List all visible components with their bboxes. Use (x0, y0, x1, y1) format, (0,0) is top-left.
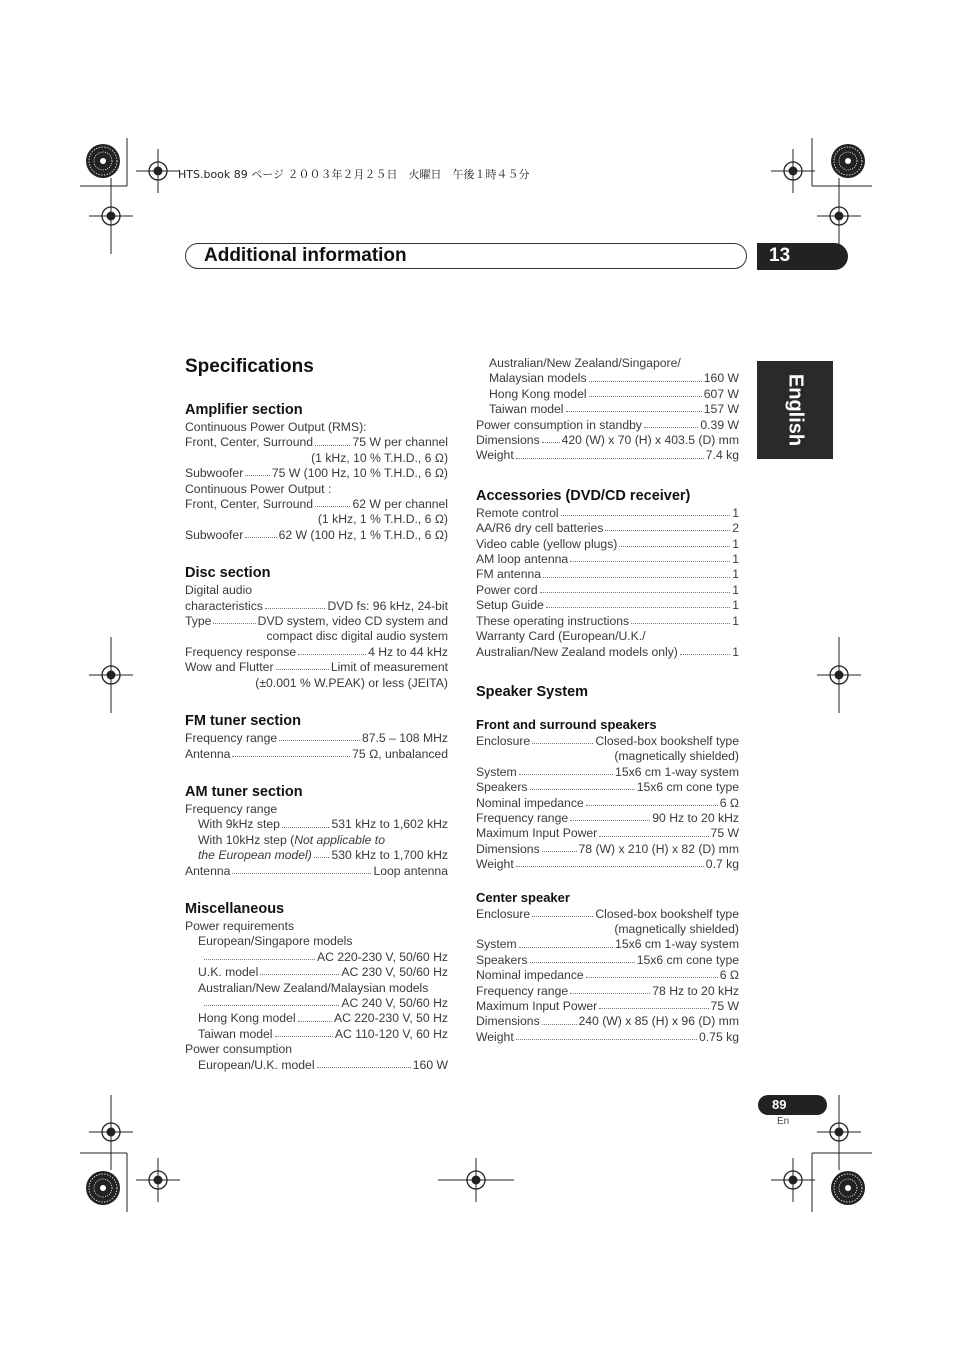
page-number-badge (758, 1095, 827, 1115)
spec-line: Continuous Power Output : (185, 481, 332, 496)
header-title: Additional information (204, 245, 407, 266)
spec-row: Maximum Input Power 75 W (476, 999, 739, 1013)
accessory-row: Australian/New Zealand models only) 1 (476, 644, 739, 659)
section-title-am: AM tuner section (185, 783, 303, 800)
spec-row: Nominal impedance 6 Ω (476, 795, 739, 810)
spec-row: Hong Kong model 607 W (489, 386, 739, 401)
header-bar (185, 243, 747, 269)
spec-row: U.K. model AC 230 V, 50/60 Hz (198, 965, 448, 980)
spec-row: Frequency range 87.5 – 108 MHz (185, 731, 448, 746)
spec-row: With 9kHz step 531 kHz to 1,602 kHz (198, 817, 448, 832)
accessory-row: AA/R6 dry cell batteries 2 (476, 521, 739, 536)
section-title-misc: Miscellaneous (185, 900, 285, 917)
accessory-row: Power cord 1 (476, 582, 739, 597)
spec-line: (1 kHz, 1 % T.H.D., 6 Ω) (317, 512, 448, 527)
spec-row: Enclosure Closed-box bookshelf type (476, 733, 739, 748)
accessory-row: Setup Guide 1 (476, 598, 739, 613)
section-title-amplifier: Amplifier section (185, 402, 303, 418)
spec-row: AC 220-230 V, 50/60 Hz (185, 950, 448, 965)
spec-row: Wow and Flutter Limit of measurement (185, 660, 448, 675)
spec-row: Weight 0.7 kg (476, 857, 739, 872)
spec-line: Continuous Power Output (RMS): (185, 420, 367, 434)
spec-line: (1 kHz, 10 % T.H.D., 6 Ω) (311, 450, 448, 465)
spec-line: Power requirements (185, 918, 295, 933)
spec-row: Antenna 75 Ω, unbalanced (185, 746, 448, 761)
chapter-number: 13 (769, 245, 791, 266)
spec-line: Warranty Card (European/U.K./ (476, 629, 646, 644)
spec-row: Frequency range 78 Hz to 20 kHz (476, 983, 739, 998)
left-column (185, 400, 448, 1073)
spec-row: Weight 7.4 kg (476, 448, 739, 463)
spec-row: Malaysian models 160 W (489, 371, 739, 386)
page-language-code: En (777, 1116, 790, 1127)
spec-line: (magnetically shielded) (614, 921, 739, 936)
spec-line: Frequency range (185, 801, 278, 816)
accessory-row: Video cable (yellow plugs) 1 (476, 536, 739, 551)
spec-line: compact disc digital audio system (266, 629, 448, 644)
spec-row: Front, Center, Surround 62 W per channel (185, 497, 448, 512)
spec-line: European/Singapore models (198, 934, 353, 949)
section-title-speaker: Speaker System (476, 683, 589, 700)
spec-row: Type DVD system, video CD system and (185, 614, 448, 629)
spec-row: Power consumption in standby 0.39 W (476, 417, 739, 432)
spec-row: Dimensions 240 (W) x 85 (H) x 96 (D) mm (476, 1014, 739, 1029)
book-info-line: HTS.book 89 ページ ２００３年２月２５日 火曜日 午後１時４５分 (178, 168, 530, 181)
spec-row: Enclosure Closed-box bookshelf type (476, 906, 739, 921)
subsection-title-front: Front and surround speakers (476, 716, 657, 732)
spec-line: With 10kHz step (Not applicable to (198, 832, 385, 847)
spec-row: Frequency response 4 Hz to 44 kHz (185, 644, 448, 659)
right-column (476, 356, 739, 1045)
subsection-title-center: Center speaker (476, 889, 570, 905)
spec-row: System 15x6 cm 1-way system (476, 764, 739, 779)
spec-row: Speakers 15x6 cm cone type (476, 780, 739, 795)
spec-line: Australian/New Zealand/Singapore/ (489, 356, 681, 370)
section-title-accessories: Accessories (DVD/CD receiver) (476, 487, 691, 504)
spec-row: Maximum Input Power 75 W (476, 826, 739, 841)
spec-row: Weight 0.75 kg (476, 1029, 739, 1044)
spec-line: (±0.001 % W.PEAK) or less (JEITA) (255, 675, 448, 690)
spec-row: Speakers 15x6 cm cone type (476, 952, 739, 967)
spec-row: System 15x6 cm 1-way system (476, 937, 739, 952)
spec-row: Front, Center, Surround 75 W per channel (185, 435, 448, 450)
page-number: 89 (772, 1097, 787, 1112)
spec-row: Subwoofer 75 W (100 Hz, 10 % T.H.D., 6 Ω) (185, 466, 448, 481)
spec-row: Taiwan model AC 110-120 V, 60 Hz (198, 1026, 448, 1041)
spec-row: Nominal impedance 6 Ω (476, 968, 739, 983)
accessory-row: FM antenna 1 (476, 567, 739, 582)
spec-row: Subwoofer 62 W (100 Hz, 1 % T.H.D., 6 Ω) (185, 527, 448, 542)
accessory-row: Remote control 1 (476, 505, 739, 520)
spec-row: Hong Kong model AC 220-230 V, 50 Hz (198, 1011, 448, 1026)
page-title: Specifications (185, 356, 314, 377)
spec-line: Power consumption (185, 1042, 293, 1057)
spec-row: the European model) 530 kHz to 1,700 kHz (198, 848, 448, 863)
spec-row: Antenna Loop antenna (185, 863, 448, 878)
spec-row: AC 240 V, 50/60 Hz (185, 996, 448, 1011)
section-title-fm: FM tuner section (185, 713, 302, 730)
spec-row: Dimensions 78 (W) x 210 (H) x 82 (D) mm (476, 841, 739, 856)
spec-line: (magnetically shielded) (614, 749, 739, 764)
spec-row: European/U.K. model 160 W (198, 1057, 448, 1072)
chapter-badge (757, 243, 848, 270)
spec-row: characteristics DVD fs: 96 kHz, 24-bit (185, 598, 448, 613)
language-tab (757, 361, 833, 459)
language-tab-label: English (784, 373, 807, 447)
accessory-row: AM loop antenna 1 (476, 552, 739, 567)
spec-line: Australian/New Zealand/Malaysian models (198, 980, 429, 995)
accessory-row: These operating instructions 1 (476, 613, 739, 628)
spec-row: Taiwan model 157 W (489, 402, 739, 417)
spec-row: Frequency range 90 Hz to 20 kHz (476, 810, 739, 825)
spec-line: Digital audio (185, 583, 253, 598)
spec-row: Dimensions 420 (W) x 70 (H) x 403.5 (D) mm (476, 433, 739, 448)
section-title-disc: Disc section (185, 565, 271, 582)
